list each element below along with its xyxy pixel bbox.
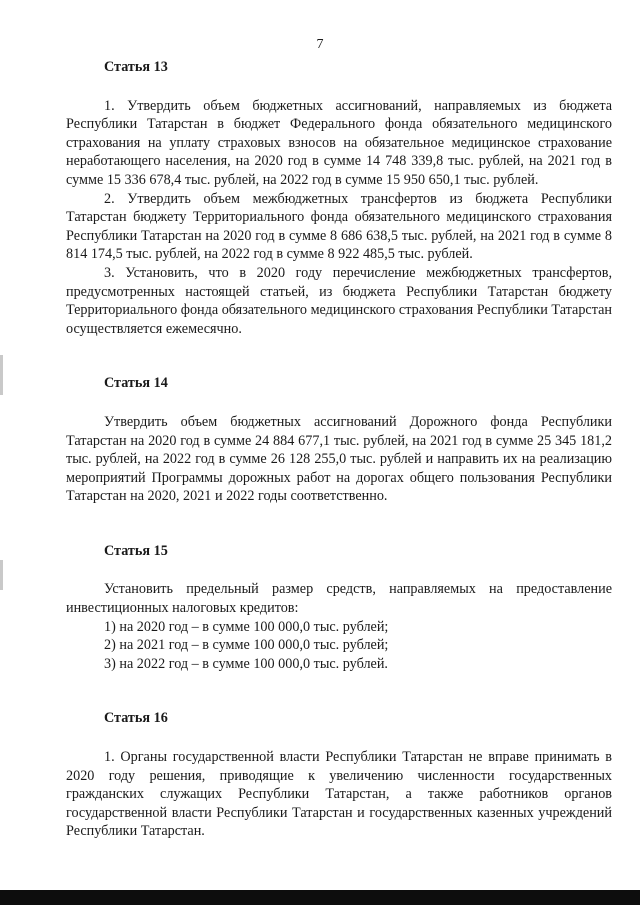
article-heading: Статья 14 — [104, 375, 168, 392]
paragraph: 1. Утвердить объем бюджетных ассигнований, направляемых из бюджета Республики Татарстан в бюджет Федерального фонда обязательного медицинского страхования на уплату страховых взносов на обязательное медицинское страхование неработающего населения, на 2020 год в сумме 14 748 339,8 тыс. рублей, на 2021 год в сумме 15 336 678,4 тыс. рублей, на 2022 год в сумме 15 950 650,1 тыс. рублей. — [66, 97, 612, 188]
article-13 — [66, 58, 612, 338]
article-heading: Статья 16 — [104, 710, 168, 727]
list-item: 2) на 2021 год – в сумме 100 000,0 тыс. рублей; — [104, 637, 389, 654]
article-14 — [66, 374, 612, 506]
paragraph: 3. Установить, что в 2020 году перечисление межбюджетных трансфертов, предусмотренных настоящей статьей, из бюджета Республики Татарстан бюджету Территориального фонда обязательного медицинского страхования Республики Татарстан осуществляется ежемесячно. — [66, 264, 612, 337]
article-16 — [66, 709, 612, 841]
scan-edge-mark — [0, 355, 3, 395]
article-15 — [66, 542, 612, 674]
page-number: 7 — [316, 37, 324, 52]
article-heading: Статья 13 — [104, 59, 168, 75]
list-item: 3) на 2022 год – в сумме 100 000,0 тыс. рублей. — [104, 655, 388, 672]
scan-edge-mark — [0, 560, 3, 590]
credit-limits-list — [66, 618, 612, 674]
paragraph: 1. Органы государственной власти Республики Татарстан не вправе принимать в 2020 году решения, приводящие к увеличению численности государственных гражданских служащих Республики Татарстан, а также работников органов государственной власти Республики Татарстан и государственных казенных учреждений Республики Татарстан. — [66, 749, 612, 840]
scan-bottom-edge — [0, 890, 640, 905]
paragraph: Установить предельный размер средств, направляемых на предоставление инвестиционных налоговых кредитов: — [66, 581, 612, 617]
paragraph: 2. Утвердить объем межбюджетных трансфертов из бюджета Республики Татарстан бюджету Территориального фонда обязательного медицинского страхования Республики Татарстан на 2020 год в сумме 8 686 638,5 тыс. рублей, на 2021 год в сумме 8 814 174,5 тыс. рублей, на 2022 год в сумме 8 922 485,5 тыс. рублей. — [66, 190, 612, 263]
article-heading: Статья 15 — [104, 542, 168, 559]
list-item: 1) на 2020 год – в сумме 100 000,0 тыс. рублей; — [104, 618, 389, 635]
document-body — [66, 58, 612, 841]
paragraph: Утвердить объем бюджетных ассигнований Дорожного фонда Республики Татарстан на 2020 год в сумме 24 884 677,1 тыс. рублей, на 2021 год в сумме 25 345 181,2 тыс. рублей, на 2022 год в сумме 26 128 255,0 тыс. рублей и направить их на реализацию мероприятий Программы дорожных работ на дорогах общего пользования Республики Татарстан на 2020, 2021 и 2022 годы соответственно. — [66, 413, 612, 505]
